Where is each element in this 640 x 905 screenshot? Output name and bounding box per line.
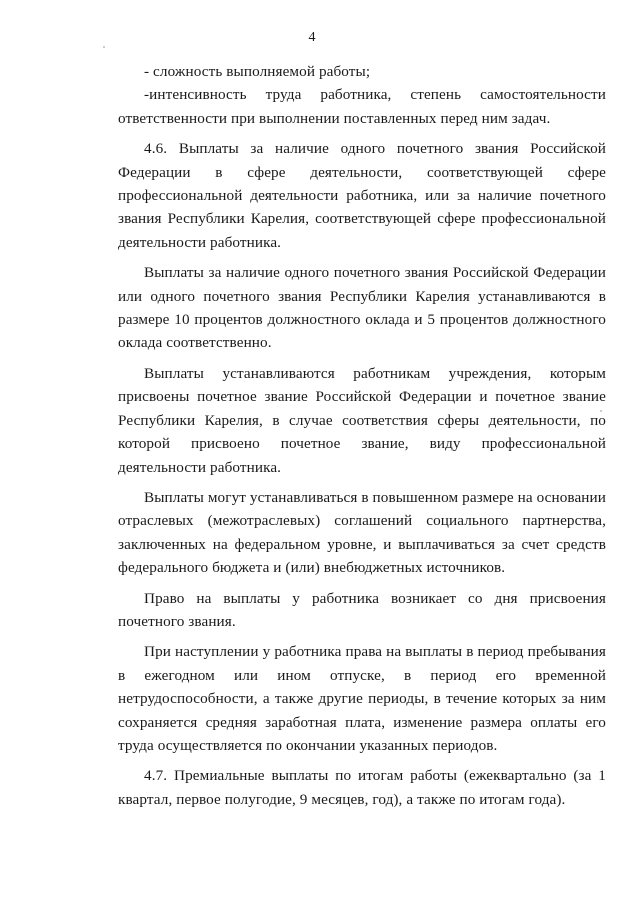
paragraph-payment-established: Выплаты устанавливаются работникам учреждения, которым присвоены почетное звание Российской Федерации и почетное звание Республики Карелия, в случае соответствия сферы деятельности, по которой присвоено почетное звание, виду профессиональной деятельности работника. — [118, 364, 606, 476]
paragraph-section-4-6: 4.6. Выплаты за наличие одного почетного звания Российской Федерации в сфере деятельности, соответствующей сфере профессиональной деятельности работника, или за наличие почетного звания Республики Карелия, соответствующей сфере профессиональной деятельности работника. — [118, 140, 606, 251]
paragraph-complexity: - сложность выполняемой работы; — [144, 63, 371, 80]
paragraph-vacation-period: При наступлении у работника права на выплаты в период пребывания в ежегодном или ином отпуске, в период его временной нетрудоспособности, а также другие периоды, в течение которых за ним сохраняется средняя заработная плата, изменение размера оплаты его труда осуществляется по окончании указанных периодов. — [118, 643, 606, 754]
paragraph-intensity: -интенсивность труда работника, степень самостоятельности ответственности при выполнении поставленных перед ним задач. — [118, 86, 606, 127]
paragraph-right-to-payment: Право на выплаты у работника возникает со дня присвоения почетного звания. — [118, 589, 606, 630]
paragraph-section-4-7: 4.7. Премиальные выплаты по итогам работы (ежеквартально (за 1 квартал, первое полугодие, 9 месяцев, год), а также по итогам года). — [118, 767, 606, 808]
scan-speck — [600, 410, 602, 412]
scan-speck — [103, 46, 105, 48]
paragraph-payment-size: Выплаты за наличие одного почетного звания Российской Федерации или одного почетного звания Республики Карелия устанавливаются в размере 10 процентов должностного оклада и 5 процентов должностного оклада соответственно. — [118, 264, 606, 352]
page-number: 4 — [308, 30, 316, 45]
paragraph-increased-payment: Выплаты могут устанавливаться в повышенном размере на основании отраслевых (межотраслевых) соглашений социального партнерства, заключенных на федеральном уровне, и выплачиваться за счет средств федерального бюджета и (или) внебюджетных источников. — [118, 488, 606, 577]
